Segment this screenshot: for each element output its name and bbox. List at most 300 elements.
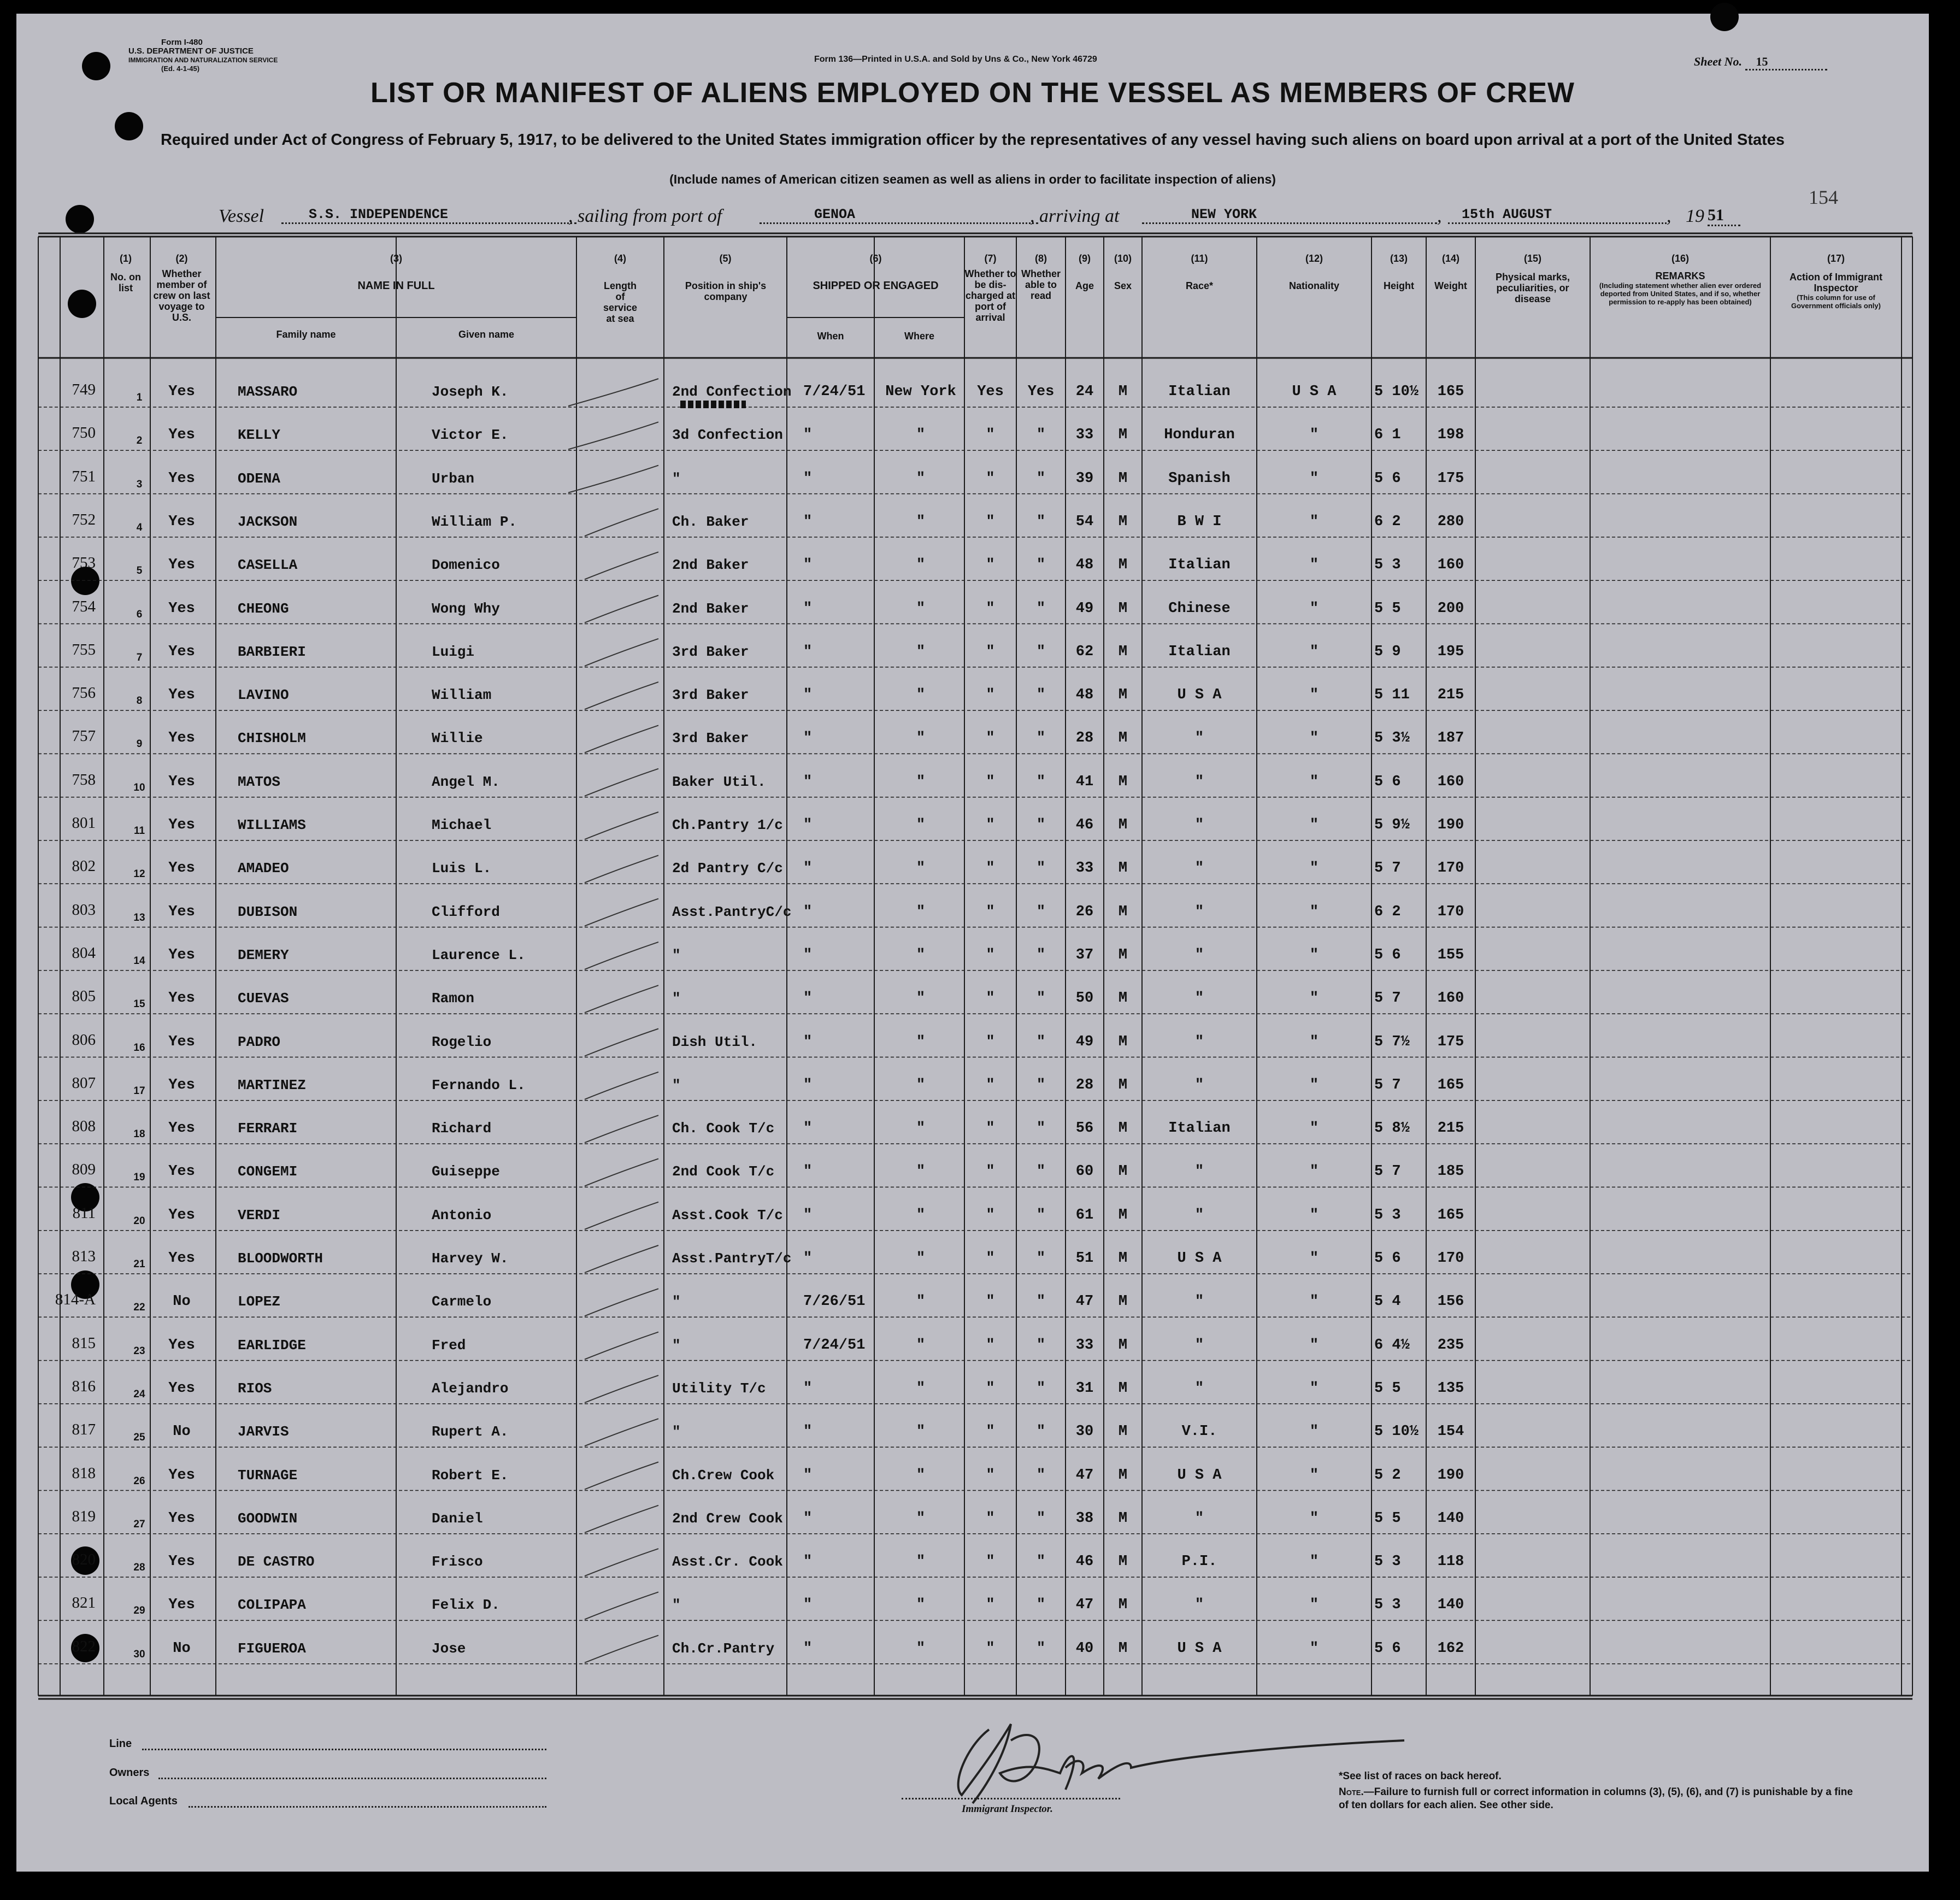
previous-voyage-cell: Yes xyxy=(168,687,195,704)
line-number: 10 xyxy=(133,781,145,793)
stamped-number: 806 xyxy=(72,1031,96,1049)
shipped-when-cell: " xyxy=(803,1250,813,1267)
able-to-read-cell: " xyxy=(1036,1467,1046,1484)
weight-cell: 170 xyxy=(1437,860,1464,877)
discharged-cell: " xyxy=(986,427,995,444)
position-cell: Ch.Pantry 1/c xyxy=(672,817,783,833)
sex-cell: M xyxy=(1118,557,1128,574)
discharged-cell: " xyxy=(986,1033,995,1050)
weight-cell: 140 xyxy=(1437,1597,1464,1614)
race-cell: " xyxy=(1194,1380,1204,1397)
shipped-when-cell: " xyxy=(803,1423,813,1440)
shipped-when-cell: " xyxy=(803,513,813,530)
weight-cell: 135 xyxy=(1437,1380,1464,1397)
race-cell: " xyxy=(1194,1163,1204,1180)
stamped-number: 809 xyxy=(72,1161,96,1179)
shipped-where-cell: " xyxy=(916,946,926,963)
able-to-read-cell: " xyxy=(1036,1293,1046,1310)
position-cell: Asst.PantryT/c xyxy=(672,1250,792,1267)
nationality-cell: " xyxy=(1309,1554,1319,1570)
discharged-cell: " xyxy=(986,903,995,920)
sex-cell: M xyxy=(1118,687,1128,704)
inspector-signature-line xyxy=(902,1798,1120,1799)
shipped-where-cell: " xyxy=(916,1423,926,1440)
given-name-cell: Laurence L. xyxy=(432,946,526,963)
age-cell: 26 xyxy=(1075,903,1094,920)
height-cell: 5 11 xyxy=(1374,687,1410,704)
stamped-number: 805 xyxy=(72,987,96,1005)
owners-field[interactable] xyxy=(158,1778,546,1779)
sex-cell: M xyxy=(1118,1640,1128,1657)
family-name-cell: LOPEZ xyxy=(238,1293,281,1310)
discharged-cell: " xyxy=(986,1380,995,1397)
weight-cell: 170 xyxy=(1437,903,1464,920)
discharged-cell: " xyxy=(986,1467,995,1484)
position-cell: " xyxy=(672,1597,681,1614)
weight-cell: 160 xyxy=(1437,773,1464,790)
nationality-cell: " xyxy=(1309,990,1319,1007)
shipped-where-cell: " xyxy=(916,1640,926,1657)
age-cell: 24 xyxy=(1075,384,1094,400)
able-to-read-cell: " xyxy=(1036,1077,1046,1093)
shipped-where-cell: " xyxy=(916,1120,926,1137)
family-name-cell: GOODWIN xyxy=(238,1510,298,1527)
family-name-cell: CUEVAS xyxy=(238,990,289,1007)
given-name-cell: Domenico xyxy=(432,557,500,574)
shipped-where-cell: " xyxy=(916,600,926,617)
discharged-cell: " xyxy=(986,600,995,617)
previous-voyage-cell: Yes xyxy=(168,643,195,660)
shipped-when-cell: 7/24/51 xyxy=(803,384,866,400)
family-name-cell: ODENA xyxy=(238,470,281,487)
height-cell: 6 2 xyxy=(1374,903,1401,920)
col-family-name-header: Family name xyxy=(276,329,336,340)
height-cell: 5 6 xyxy=(1374,946,1401,963)
previous-voyage-cell: Yes xyxy=(168,1510,195,1527)
age-cell: 48 xyxy=(1075,557,1094,574)
shipped-where-cell: " xyxy=(916,1250,926,1267)
weight-cell: 280 xyxy=(1437,513,1464,530)
shipped-where-cell: " xyxy=(916,1337,926,1354)
shipped-where-cell: " xyxy=(916,1510,926,1527)
weight-cell: 185 xyxy=(1437,1163,1464,1180)
race-cell: Spanish xyxy=(1168,470,1231,487)
line-number: 2 xyxy=(136,435,143,447)
able-to-read-cell: " xyxy=(1036,730,1046,747)
shipped-when-cell: " xyxy=(803,600,813,617)
stamped-number: 751 xyxy=(72,467,96,485)
able-to-read-cell: " xyxy=(1036,427,1046,444)
col-inspector-action-header: (17) Action of Immigrant Inspector (This column for use of Government officials only) xyxy=(1790,253,1882,310)
previous-voyage-cell: No xyxy=(173,1293,191,1310)
family-name-cell: CHISHOLM xyxy=(238,730,306,747)
col-service-header: (4) Length of service at sea xyxy=(603,253,638,324)
given-name-cell: Felix D. xyxy=(432,1597,500,1614)
given-name-cell: Victor E. xyxy=(432,427,509,444)
stamped-number: 755 xyxy=(72,640,96,658)
shipped-when-cell: " xyxy=(803,1033,813,1050)
discharged-cell: " xyxy=(986,557,995,574)
sailing-label: , sailing from port of xyxy=(568,206,722,226)
given-name-cell: Clifford xyxy=(432,903,500,920)
height-cell: 5 3½ xyxy=(1374,730,1410,747)
nationality-cell: " xyxy=(1309,1120,1319,1137)
age-cell: 28 xyxy=(1075,730,1094,747)
arrival-date: 15th AUGUST xyxy=(1448,207,1667,224)
discharged-cell: " xyxy=(986,1640,995,1657)
height-cell: 5 6 xyxy=(1374,773,1401,790)
sex-cell: M xyxy=(1118,470,1128,487)
sex-cell: M xyxy=(1118,1207,1128,1223)
nationality-cell: " xyxy=(1309,1467,1319,1484)
col-age-header: (9) Age xyxy=(1075,253,1094,291)
stamped-number: 754 xyxy=(72,597,96,615)
race-cell: Chinese xyxy=(1168,600,1231,617)
previous-voyage-cell: Yes xyxy=(168,1250,195,1267)
nationality-cell: " xyxy=(1309,687,1319,704)
family-name-cell: COLIPAPA xyxy=(238,1597,306,1614)
shipped-when-cell: " xyxy=(803,946,813,963)
previous-voyage-cell: Yes xyxy=(168,860,195,877)
port-of-departure: GENOA xyxy=(760,207,1038,224)
nationality-cell: " xyxy=(1309,1510,1319,1527)
position-cell: " xyxy=(672,990,681,1007)
weight-cell: 175 xyxy=(1437,1033,1464,1050)
col-shipped-header: (6) SHIPPED OR ENGAGED xyxy=(813,253,939,292)
sex-cell: M xyxy=(1118,1120,1128,1137)
age-cell: 28 xyxy=(1075,1077,1094,1093)
position-cell: 3rd Baker xyxy=(672,687,749,704)
shipped-when-cell: " xyxy=(803,643,813,660)
nationality-cell: " xyxy=(1309,773,1319,790)
stamped-number: 822 xyxy=(72,1637,96,1655)
previous-voyage-cell: Yes xyxy=(168,1380,195,1397)
vessel-name: S.S. INDEPENDENCE xyxy=(281,207,576,224)
sex-cell: M xyxy=(1118,1554,1128,1570)
stamped-number: 820 xyxy=(72,1551,96,1569)
age-cell: 47 xyxy=(1075,1293,1094,1310)
able-to-read-cell: " xyxy=(1036,557,1046,574)
shipped-when-cell: 7/24/51 xyxy=(803,1337,866,1354)
position-cell: Asst.Cr. Cook xyxy=(672,1554,783,1570)
race-cell: U S A xyxy=(1177,1467,1222,1484)
family-name-cell: CONGEMI xyxy=(238,1163,298,1180)
able-to-read-cell: " xyxy=(1036,773,1046,790)
family-name-cell: MASSARO xyxy=(238,384,298,400)
shipped-when-cell: " xyxy=(803,1597,813,1614)
family-name-cell: MARTINEZ xyxy=(238,1077,306,1093)
weight-cell: 200 xyxy=(1437,600,1464,617)
previous-voyage-cell: Yes xyxy=(168,903,195,920)
service: IMMIGRATION AND NATURALIZATION SERVICE xyxy=(128,56,278,64)
col-previous-voyage-header: (2) Whether member of crew on last voyage to U.S. xyxy=(153,253,210,323)
nationality-cell: " xyxy=(1309,1380,1319,1397)
shipped-where-cell: " xyxy=(916,1554,926,1570)
page-title: LIST OR MANIFEST OF ALIENS EMPLOYED ON THE VESSEL AS MEMBERS OF CREW xyxy=(370,77,1575,109)
able-to-read-cell: " xyxy=(1036,513,1046,530)
given-name-cell: Rogelio xyxy=(432,1033,492,1050)
stamped-number: 804 xyxy=(72,944,96,962)
col-given-name-header: Given name xyxy=(458,329,515,340)
shipped-when-cell: " xyxy=(803,1163,813,1180)
family-name-cell: RIOS xyxy=(238,1380,272,1397)
age-cell: 49 xyxy=(1075,1033,1094,1050)
able-to-read-cell: " xyxy=(1036,1033,1046,1050)
given-name-cell: Michael xyxy=(432,817,492,833)
discharged-cell: " xyxy=(986,1597,995,1614)
age-cell: 46 xyxy=(1075,1554,1094,1570)
nationality-cell: " xyxy=(1309,427,1319,444)
line-number: 8 xyxy=(136,695,143,707)
shipped-where-cell: " xyxy=(916,470,926,487)
shipped-where-cell: " xyxy=(916,730,926,747)
stamped-number: 818 xyxy=(72,1464,96,1482)
previous-voyage-cell: Yes xyxy=(168,600,195,617)
shipped-when-cell: " xyxy=(803,1207,813,1223)
line-number: 12 xyxy=(133,868,145,880)
given-name-cell: Guiseppe xyxy=(432,1163,500,1180)
penalty-note: Note.—Failure to furnish full or correct information in columns (3), (5), (6), and (7) is punishable by a fine of ten dollars for each alien. See other side. xyxy=(1339,1786,1853,1811)
nationality-cell: " xyxy=(1309,860,1319,877)
col-read-header: (8) Whether able to read xyxy=(1021,253,1061,301)
col-name-header: (3) NAME IN FULL xyxy=(357,253,435,292)
race-cell: " xyxy=(1194,946,1204,963)
line-field[interactable] xyxy=(142,1749,546,1750)
previous-voyage-cell: No xyxy=(173,1640,191,1657)
shipped-when-cell: " xyxy=(803,1380,813,1397)
col-discharged-header: (7) Whether to be dis-charged at port of arrival xyxy=(964,253,1016,323)
position-cell: " xyxy=(672,1077,681,1093)
shipped-where-cell: " xyxy=(916,1033,926,1050)
shipped-where-cell: " xyxy=(916,1467,926,1484)
nationality-cell: " xyxy=(1309,903,1319,920)
given-name-cell: Urban xyxy=(432,470,475,487)
height-cell: 5 9 xyxy=(1374,643,1401,660)
previous-voyage-cell: Yes xyxy=(168,384,195,400)
able-to-read-cell: " xyxy=(1036,946,1046,963)
given-name-cell: Harvey W. xyxy=(432,1250,509,1267)
stamped-number: 821 xyxy=(72,1594,96,1612)
age-cell: 47 xyxy=(1075,1597,1094,1614)
discharged-cell: " xyxy=(986,730,995,747)
shipped-when-cell: " xyxy=(803,990,813,1007)
nationality-cell: " xyxy=(1309,946,1319,963)
age-cell: 37 xyxy=(1075,946,1094,963)
able-to-read-cell: " xyxy=(1036,1423,1046,1440)
shipped-where-cell: " xyxy=(916,1597,926,1614)
inspector-label: Immigrant Inspector. xyxy=(962,1803,1053,1815)
discharged-cell: " xyxy=(986,860,995,877)
height-cell: 5 10½ xyxy=(1374,1423,1419,1440)
position-cell: 3d Confection xyxy=(672,427,783,444)
shipped-when-cell: " xyxy=(803,1120,813,1137)
given-name-cell: Fred xyxy=(432,1337,466,1354)
previous-voyage-cell: Yes xyxy=(168,557,195,574)
position-cell: 2nd Confection xyxy=(672,384,792,400)
inspector-signature xyxy=(902,1708,1415,1817)
weight-cell: 190 xyxy=(1437,817,1464,833)
sex-cell: M xyxy=(1118,903,1128,920)
race-cell: Italian xyxy=(1168,1120,1231,1137)
given-name-cell: Luigi xyxy=(432,643,475,660)
line-number: 7 xyxy=(136,651,143,663)
age-cell: 41 xyxy=(1075,773,1094,790)
required-notice: Required under Act of Congress of February 5, 1917, to be delivered to the United States immigration officer by the representatives of any vessel having such aliens on board upon arrival at a port of the United States xyxy=(160,131,1785,149)
col-when-header: When xyxy=(817,331,844,342)
line-number: 26 xyxy=(133,1475,145,1487)
able-to-read-cell: " xyxy=(1036,643,1046,660)
family-name-cell: CHEONG xyxy=(238,600,289,617)
height-cell: 5 7 xyxy=(1374,1077,1401,1093)
discharged-cell: " xyxy=(986,1077,995,1093)
height-cell: 5 2 xyxy=(1374,1467,1401,1484)
col-weight-header: (14) Weight xyxy=(1434,253,1467,291)
height-cell: 6 1 xyxy=(1374,427,1401,444)
nationality-cell: " xyxy=(1309,1033,1319,1050)
line-number: 27 xyxy=(133,1518,145,1530)
shipped-where-cell: New York xyxy=(885,384,956,400)
position-cell: Asst.PantryC/c xyxy=(672,903,792,920)
race-cell: U S A xyxy=(1177,1250,1222,1267)
race-cell: B W I xyxy=(1177,513,1222,530)
family-name-cell: KELLY xyxy=(238,427,281,444)
given-name-cell: Carmelo xyxy=(432,1293,492,1310)
shipped-where-cell: " xyxy=(916,860,926,877)
position-cell: " xyxy=(672,1293,681,1310)
col-race-header: (11) Race* xyxy=(1185,253,1214,291)
position-cell: Ch.Cr.Pantry xyxy=(672,1640,775,1657)
able-to-read-cell: " xyxy=(1036,1640,1046,1657)
shipped-where-cell: " xyxy=(916,643,926,660)
family-name-cell: DUBISON xyxy=(238,903,298,920)
shipped-when-cell: " xyxy=(803,1554,813,1570)
sex-cell: M xyxy=(1118,1077,1128,1093)
nationality-cell: " xyxy=(1309,1337,1319,1354)
stamp-number: 154 xyxy=(1809,186,1838,208)
race-cell: " xyxy=(1194,1207,1204,1223)
family-name-cell: DE CASTRO xyxy=(238,1554,315,1570)
sex-cell: M xyxy=(1118,860,1128,877)
discharged-cell: " xyxy=(986,1554,995,1570)
sex-cell: M xyxy=(1118,643,1128,660)
weight-cell: 160 xyxy=(1437,557,1464,574)
col-where-header: Where xyxy=(904,331,934,342)
position-cell: Ch. Baker xyxy=(672,513,749,530)
race-cell: Italian xyxy=(1168,643,1231,660)
able-to-read-cell: " xyxy=(1036,470,1046,487)
line-number: 29 xyxy=(133,1605,145,1617)
age-cell: 50 xyxy=(1075,990,1094,1007)
include-notice: (Include names of American citizen seamen as well as aliens in order to facilitate inspection of aliens) xyxy=(669,172,1276,186)
weight-cell: 160 xyxy=(1437,990,1464,1007)
family-name-cell: BARBIERI xyxy=(238,643,306,660)
weight-cell: 140 xyxy=(1437,1510,1464,1527)
shipped-when-cell: " xyxy=(803,687,813,704)
age-cell: 62 xyxy=(1075,643,1094,660)
stamped-number: 807 xyxy=(72,1074,96,1092)
printer-line: Form 136—Printed in U.S.A. and Sold by Uns & Co., New York 46729 xyxy=(814,55,1097,64)
discharged-cell: " xyxy=(986,773,995,790)
previous-voyage-cell: Yes xyxy=(168,990,195,1007)
sex-cell: M xyxy=(1118,1337,1128,1354)
weight-cell: 118 xyxy=(1437,1554,1464,1570)
shipped-where-cell: " xyxy=(916,903,926,920)
line-number: 9 xyxy=(136,738,143,750)
position-cell: 3rd Baker xyxy=(672,730,749,747)
race-cell: " xyxy=(1194,1077,1204,1093)
previous-voyage-cell: Yes xyxy=(168,1207,195,1223)
col-position-header: (5) Position in ship's company xyxy=(685,253,767,302)
given-name-cell: Antonio xyxy=(432,1207,492,1223)
position-cell: 2nd Cook T/c xyxy=(672,1163,775,1180)
family-name-cell: AMADEO xyxy=(238,860,289,877)
race-cell: Honduran xyxy=(1164,427,1235,444)
race-cell: " xyxy=(1194,1597,1204,1614)
sex-cell: M xyxy=(1118,600,1128,617)
race-cell: " xyxy=(1194,730,1204,747)
discharged-cell: " xyxy=(986,817,995,833)
discharged-cell: " xyxy=(986,513,995,530)
race-cell: U S A xyxy=(1177,687,1222,704)
nationality-cell: " xyxy=(1309,1597,1319,1614)
position-cell: Ch.Crew Cook xyxy=(672,1467,775,1484)
stamped-number: 758 xyxy=(72,770,96,789)
position-cell: Utility T/c xyxy=(672,1380,766,1397)
shipped-when-cell: " xyxy=(803,1640,813,1657)
race-cell: P.I. xyxy=(1181,1554,1217,1570)
able-to-read-cell: " xyxy=(1036,1380,1046,1397)
height-cell: 5 3 xyxy=(1374,557,1401,574)
sex-cell: M xyxy=(1118,1467,1128,1484)
previous-voyage-cell: Yes xyxy=(168,1033,195,1050)
race-cell: " xyxy=(1194,1033,1204,1050)
local-agents-field[interactable] xyxy=(189,1806,546,1808)
sex-cell: M xyxy=(1118,1250,1128,1267)
family-name-cell: LAVINO xyxy=(238,687,289,704)
line-number: 14 xyxy=(133,955,145,967)
height-cell: 5 5 xyxy=(1374,600,1401,617)
weight-cell: 154 xyxy=(1437,1423,1464,1440)
stamped-number: 811 xyxy=(72,1204,96,1222)
position-cell: 2nd Baker xyxy=(672,557,749,574)
manifest-sheet: Form I-480 U.S. DEPARTMENT OF JUSTICE IMMIGRATION AND NATURALIZATION SERVICE (Ed. 4-1-45) Form 136—Printed in U.S.A. and Sold by Uns & Co., New York 46729 Sheet No. 15 LIST OR MANIFEST OF ALIENS EMPLOYED ON THE VESSEL AS MEMBERS OF CREW Required under Act of Congress of February 5, 1917, to be delivered to the United States immigration officer by the representatives of any vessel having such aliens on board upon arrival at a port of the United States (Include names of American citizen seamen as well as aliens in order to facilitate inspection of aliens) 154 Vessel S.S. INDEPENDENCE , sailing from port of GENOA , arriving at NEW YORK , 15th AUGUST , 19 51 (1) No. on list (2) Whether member of crew on last voyage to U.S. (3) NAME IN FULL Family name Given name (4) Length of service at sea (5) Position in ship's company (6) SHIPPED OR ENGAGED When Where (7) Whether to be dis-charged at port of arrival (8) Whether able to read (9) Age (10) Sex (11) Race* (12) Nationality (13) Height (14) Weight (15) Physical marks, peculiarities, or disease (16) REMARKS (Including statement whether alien ever ordered deported from United States, and if so, whether permission to re-apply has been obtained) (17) Action of Immigrant Inspector (This column for use of Government officials only) 749 1 Yes MASSARO Joseph K. 2nd Confection 7/24/51 New York Yes Yes 24 M Italian U S A 5 10½ 165 750 2 Yes KELLY Victor E. 3d Confection " " " " 33 M Honduran " 6 1 198 751 3 Yes ODENA Urban " " " " " 39 M Spanish " 5 6 175 752 4 Yes JACKSON William P. Ch. Baker " " " " 54 M B W I " 6 2 280 753 5 Yes CASELLA Domenico 2nd Baker " " " " 48 M Italian " 5 3 160 754 6 Yes CHEONG Wong Why 2nd Baker " " " " 49 M Chinese " 5 5 200 755 7 Yes BARBIERI Luigi 3rd Baker " " " " 62 M Italian " 5 9 195 756 8 Yes LAVINO William 3rd Baker " " " " 48 M U S A " 5 11 215 757 9 Yes CHISHOLM Willie 3rd Baker " " " " 28 M " " 5 3½ 187 758 10 Yes MATOS Angel M. Baker Util. " " " " 41 M " " 5 6 160 801 11 Yes WILLIAMS Michael Ch.Pantry 1/c " " " " 46 M " " 5 9½ 190 802 12 Yes AMADEO Luis L. 2d Pantry C/c " " " " 33 M " " 5 7 170 803 13 Yes DUBISON Clifford Asst.PantryC/c " " " " 26 M " " 6 2 170 804 14 Yes DEMERY Laurence L. " " " " " 37 M " " 5 6 155 805 15 Yes CUEVAS Ramon " " " " " 50 M " " 5 7 160 806 16 Yes PADRO Rogelio Dish Util. " " " " 49 M " " 5 7½ 175 807 17 Yes MARTINEZ Fernando L. " " " " " 28 M " " 5 7 165 808 18 Yes FERRARI Richard Ch. Cook T/c " " " " 56 M Italian " 5 8½ 215 809 19 Yes CONGEMI Guiseppe 2nd Cook T/c " " " " 60 M " " 5 7 185 811 20 Yes VERDI Antonio Asst.Cook T/c " " " " 61 M " " 5 3 165 813 21 Yes BLOODWORTH Harvey W. Asst.PantryT/c " " " " 51 M U S A " 5 6 170 814-A 22 No LOPEZ Carmelo " 7/26/51 " " " 47 M " " 5 4 156 815 23 Yes EARLIDGE Fred " 7/24/51 " " " 33 M " " 6 4½ 235 816 24 Yes RIOS Alejandro Utility T/c " " " " 31 M " " 5 5 135 817 25 No JARVIS Rupert A. " " " " " 30 M V.I. " 5 10½ 154 818 26 Yes TURNAGE Robert E. Ch.Crew Cook " " " " 47 M U S A " 5 2 190 819 27 Yes GOODWIN Daniel 2nd Crew Cook " " " " 38 M " " 5 5 140 820 28 Yes DE CASTRO Frisco Asst.Cr. Cook " " " " 46 M P.I. " 5 3 118 821 29 Yes COLIPAPA Felix D. " " " " " 47 M " " 5 3 140 822 30 No FIGUEROA Jose Ch.Cr.Pantry " " " " 40 M U S A " 5 6 162 Line Owners Local Agents Immigrant Inspector. *See list of races on back hereof. Note.—Failure to furnish full or correct information in columns (3), (5), (6), and (7) is punishable by a fine of ten dollars for each alien. See other side. xyxy=(16,14,1929,1872)
shipped-where-cell: " xyxy=(916,773,926,790)
given-name-cell: Jose xyxy=(432,1640,466,1657)
age-cell: 33 xyxy=(1075,1337,1094,1354)
shipped-when-cell: " xyxy=(803,1467,813,1484)
col-physical-marks-header: (15) Physical marks, peculiarities, or disease xyxy=(1495,253,1570,304)
line-number: 24 xyxy=(133,1388,145,1400)
position-cell: 2nd Crew Cook xyxy=(672,1510,783,1527)
height-cell: 5 7 xyxy=(1374,990,1401,1007)
stamped-number: 815 xyxy=(72,1334,96,1352)
sex-cell: M xyxy=(1118,1293,1128,1310)
given-name-cell: Wong Why xyxy=(432,600,500,617)
races-note: *See list of races on back hereof. xyxy=(1339,1770,1502,1782)
shipped-where-cell: " xyxy=(916,687,926,704)
shipped-where-cell: " xyxy=(916,1380,926,1397)
family-name-cell: WILLIAMS xyxy=(238,817,306,833)
previous-voyage-cell: Yes xyxy=(168,773,195,790)
position-cell: " xyxy=(672,470,681,487)
weight-cell: 215 xyxy=(1437,687,1464,704)
shipped-when-cell: 7/26/51 xyxy=(803,1293,866,1310)
family-name-cell: TURNAGE xyxy=(238,1467,298,1484)
able-to-read-cell: " xyxy=(1036,817,1046,833)
stamped-number: 814-A xyxy=(55,1291,96,1309)
line-number: 5 xyxy=(136,565,143,577)
crew-table-body xyxy=(16,14,1929,1872)
